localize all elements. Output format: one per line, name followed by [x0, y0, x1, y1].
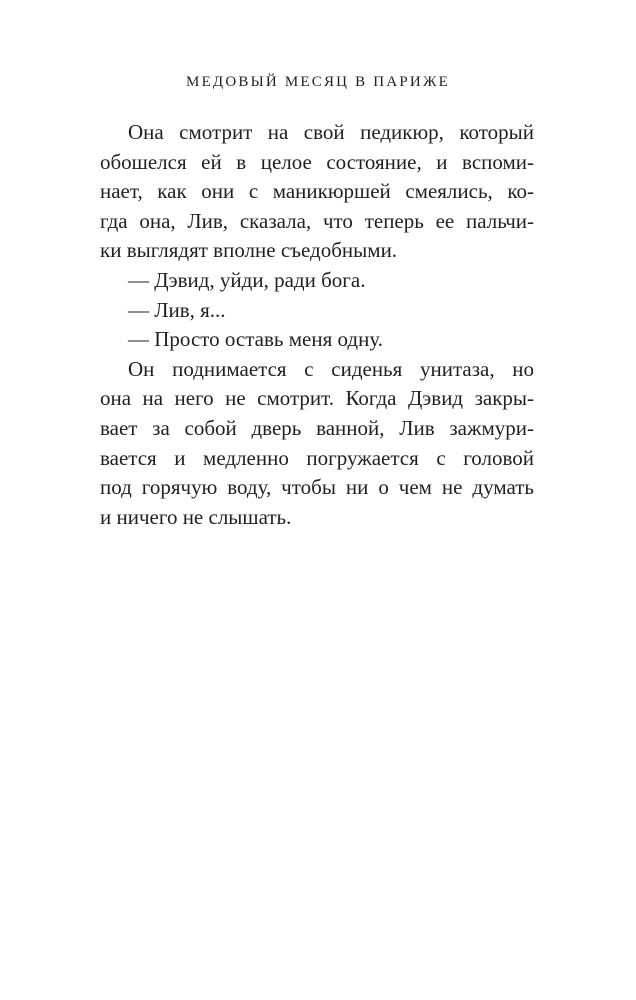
- text-line: она на него не смотрит. Когда Дэвид закры-: [100, 386, 534, 411]
- text-line: Он поднимается с сиденья унитаза, но: [128, 356, 534, 381]
- text-line: вает за собой дверь ванной, Лив зажмури-: [100, 415, 534, 440]
- text-line: нает, как они с маникюршей смеялись, ко-: [100, 179, 534, 204]
- text-line: и ничего не слышать.: [100, 504, 292, 529]
- text-line: обошелся ей в целое состояние, и вспоми-: [100, 149, 534, 174]
- text-line: вается и медленно погружается с головой: [100, 445, 534, 470]
- body-text: [100, 118, 534, 532]
- text-line: Она смотрит на свой педикюр, который: [128, 120, 534, 144]
- dialogue-line: — Просто оставь меня одну.: [128, 327, 383, 352]
- running-head: МЕДОВЫЙ МЕСЯЦ В ПАРИЖЕ: [186, 74, 450, 90]
- text-line: гда она, Лив, сказала, что теперь ее пальчи-: [100, 208, 534, 233]
- text-line: ки выглядят вполне съедобными.: [100, 238, 398, 263]
- dialogue-line: — Лив, я...: [128, 297, 226, 322]
- text-line: под горячую воду, чтобы ни о чем не думать: [100, 475, 534, 500]
- dialogue-line: — Дэвид, уйди, ради бога.: [128, 267, 366, 292]
